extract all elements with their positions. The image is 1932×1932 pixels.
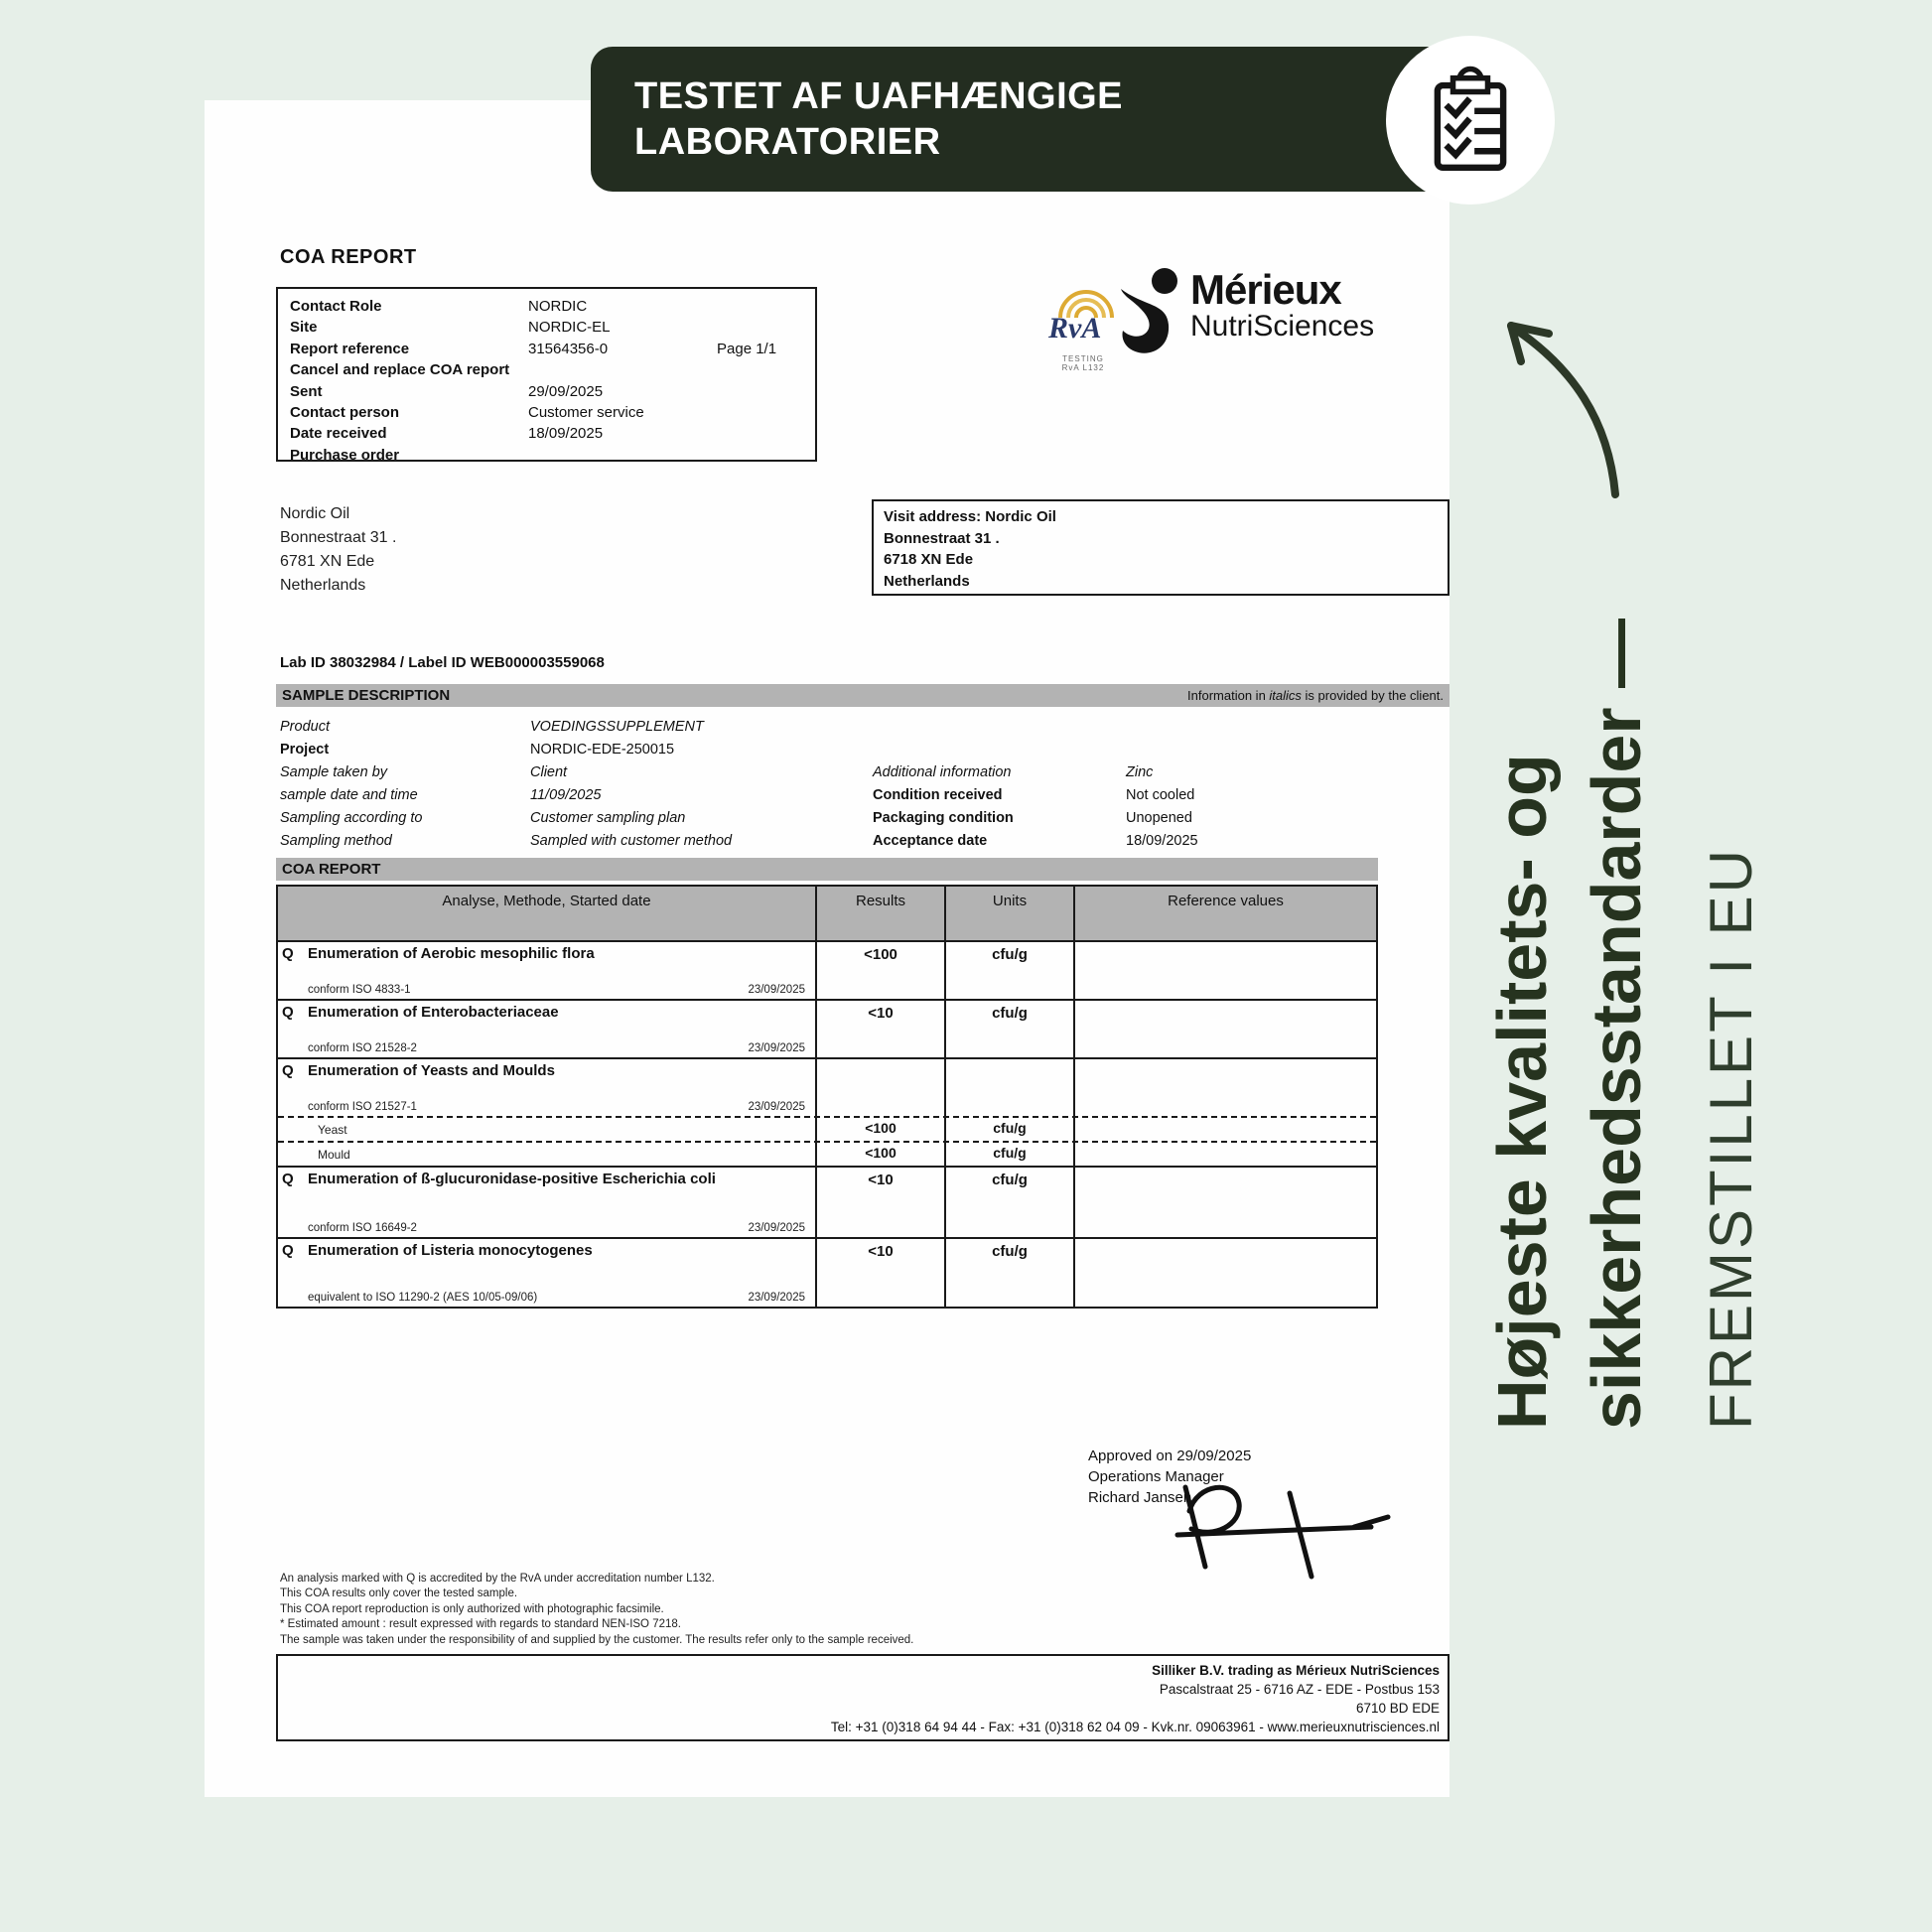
analysis-name: Enumeration of Yeasts and Moulds	[308, 1062, 555, 1079]
field-label: Sampling according to	[280, 810, 423, 826]
unit-cell: cfu/g	[944, 942, 1073, 999]
info-value: Customer service	[528, 404, 644, 422]
field-value: Customer sampling plan	[530, 810, 686, 826]
info-value	[528, 359, 717, 380]
field-row	[280, 739, 1449, 761]
table-body	[278, 942, 1376, 1307]
accreditation-flag: Q	[282, 1242, 294, 1259]
coa-document	[205, 100, 1449, 1797]
analysis-start-date: 23/09/2025	[748, 1042, 805, 1054]
side-claim-light-line: FREMSTILLET I EU	[1698, 846, 1764, 1430]
sample-description-title: SAMPLE DESCRIPTION	[282, 687, 451, 704]
footer-line: Pascalstraat 25 - 6716 AZ - EDE - Postbus 153	[1159, 1682, 1440, 1697]
field-label: Acceptance date	[873, 833, 988, 849]
info-label: Sent	[290, 382, 323, 400]
accreditation-flag: Q	[282, 1004, 294, 1021]
accreditation-flag: Q	[282, 1062, 294, 1079]
footnotes	[280, 1572, 913, 1648]
info-row	[290, 445, 803, 466]
analysis-name: Enumeration of Listeria monocytogenes	[308, 1242, 593, 1259]
footnote-line: This COA report reproduction is only authorized with photographic facsimile.	[280, 1602, 664, 1615]
sub-analysis-label: Yeast	[318, 1122, 347, 1137]
client-address	[280, 502, 396, 598]
info-label: Cancel and replace COA report	[290, 361, 510, 379]
footnote-line: * Estimated amount : result expressed with regards to standard NEN-ISO 7218.	[280, 1618, 681, 1631]
side-claim-bold-line2: sikkerhedsstandarder —	[1578, 618, 1655, 1430]
table-sub-row	[278, 1116, 1376, 1141]
reference-cell	[1073, 1143, 1376, 1166]
client-address-line: 6781 XN Ede	[280, 553, 375, 570]
table-row	[278, 1057, 1376, 1166]
analysis-name: Enumeration of Aerobic mesophilic flora	[308, 945, 595, 962]
field-value	[1126, 739, 1449, 761]
field-label	[873, 739, 1126, 761]
info-label: Purchase order	[290, 446, 400, 464]
result-cell: <100	[815, 942, 944, 999]
column-header-units: Units	[944, 887, 1073, 940]
client-address-line: Nordic Oil	[280, 505, 350, 522]
analysis-method: conform ISO 4833-1	[308, 984, 411, 996]
merieux-nutrisciences-logo	[1117, 267, 1415, 361]
field-label: Additional information	[873, 764, 1012, 780]
footnote-line: This COA results only cover the tested sample.	[280, 1587, 518, 1600]
field-value: 18/09/2025	[1126, 833, 1198, 849]
footer-line: Tel: +31 (0)318 64 94 44 - Fax: +31 (0)318 62 04 09 - Kvk.nr. 09063961 - www.merieuxnutrisciences.nl	[830, 1720, 1440, 1734]
info-extra: Page 1/1	[717, 340, 777, 357]
sub-analysis-label: Mould	[318, 1147, 350, 1162]
reference-cell	[1073, 1059, 1376, 1116]
analysis-start-date: 23/09/2025	[748, 1222, 805, 1234]
approval-line: Operations Manager	[1088, 1468, 1224, 1485]
result-cell: <10	[815, 1001, 944, 1057]
unit-cell	[944, 1059, 1073, 1116]
svg-text:RvA: RvA	[1048, 312, 1102, 345]
signature-scribble	[1128, 1465, 1416, 1594]
reference-cell	[1073, 1239, 1376, 1307]
lab-footer-box	[276, 1654, 1449, 1741]
side-claim-bold-line1: Højeste kvalitets- og	[1483, 754, 1561, 1430]
banner-line2: LABORATORIER	[634, 121, 941, 163]
field-label: Sampling method	[280, 833, 392, 849]
analysis-cell	[278, 1168, 815, 1237]
approval-line: Richard Jansen	[1088, 1489, 1192, 1506]
merieux-swoosh-icon	[1117, 267, 1188, 358]
visit-address-box	[872, 499, 1449, 596]
info-label: Site	[290, 319, 318, 337]
info-value: 31564356-0	[528, 340, 609, 357]
info-value: NORDIC	[528, 298, 588, 315]
info-row	[290, 423, 803, 444]
page-title: COA REPORT	[280, 246, 417, 268]
unit-cell: cfu/g	[944, 1143, 1073, 1166]
unit-cell: cfu/g	[944, 1239, 1073, 1307]
info-row	[290, 296, 803, 317]
analysis-start-date: 23/09/2025	[748, 984, 805, 996]
rva-caption-top: TESTING	[1062, 354, 1104, 363]
info-value: 18/09/2025	[528, 425, 604, 443]
analysis-method: conform ISO 21527-1	[308, 1101, 417, 1113]
info-label: Report reference	[290, 340, 410, 357]
unit-cell: cfu/g	[944, 1118, 1073, 1141]
table-header-row	[278, 887, 1376, 942]
result-cell	[815, 1059, 944, 1116]
field-label: Packaging condition	[873, 810, 1014, 826]
tested-banner	[591, 47, 1459, 192]
field-value: Zinc	[1126, 764, 1154, 780]
results-table	[276, 885, 1378, 1309]
info-value	[528, 445, 717, 466]
field-label: sample date and time	[280, 787, 418, 803]
curved-arrow-icon	[1481, 296, 1650, 509]
side-claim-text	[1475, 536, 1771, 1430]
reference-cell	[1073, 942, 1376, 999]
analysis-method: equivalent to ISO 11290-2 (AES 10/05-09/06)	[308, 1292, 538, 1304]
banner-line1: TESTET AF UAFHÆNGIGE	[634, 75, 1124, 117]
reference-cell	[1073, 1001, 1376, 1057]
unit-cell: cfu/g	[944, 1168, 1073, 1237]
info-value: NORDIC-EL	[528, 319, 611, 337]
visit-address-line: 6718 XN Ede	[884, 551, 974, 568]
merieux-logo-sub: NutriSciences	[1190, 310, 1375, 343]
info-row	[290, 402, 803, 423]
field-row	[280, 784, 1449, 807]
field-value: 11/09/2025	[530, 787, 602, 803]
column-header-reference: Reference values	[1073, 887, 1376, 940]
visit-address-line: Visit address: Nordic Oil	[884, 508, 1056, 525]
footnote-line: An analysis marked with Q is accredited by the RvA under accreditation number L132.	[280, 1573, 715, 1585]
italics-note: Information in italics is provided by the client.	[1187, 688, 1444, 703]
accreditation-flag: Q	[282, 945, 294, 962]
field-label: Condition received	[873, 787, 1003, 803]
accreditation-flag: Q	[282, 1171, 294, 1187]
field-value: Unopened	[1126, 810, 1192, 826]
result-cell: <100	[815, 1118, 944, 1141]
analysis-start-date: 23/09/2025	[748, 1101, 805, 1113]
info-row	[290, 339, 803, 359]
field-row	[280, 761, 1449, 784]
field-value: VOEDINGSSUPPLEMENT	[530, 719, 704, 735]
info-value: 29/09/2025	[528, 382, 604, 400]
column-header-results: Results	[815, 887, 944, 940]
field-label: Sample taken by	[280, 764, 388, 780]
rva-caption-bottom: RvA L132	[1061, 363, 1105, 372]
coa-report-bar: COA REPORT	[276, 858, 1378, 881]
analysis-method: conform ISO 16649-2	[308, 1222, 417, 1234]
table-row	[278, 1166, 1376, 1237]
table-row	[278, 1237, 1376, 1307]
field-value: NORDIC-EDE-250015	[530, 742, 675, 758]
merieux-logo-name: Mérieux	[1190, 266, 1341, 313]
column-header-analysis: Analyse, Methode, Started date	[442, 893, 651, 909]
reference-cell	[1073, 1168, 1376, 1237]
info-row	[290, 359, 803, 380]
table-row	[278, 942, 1376, 999]
field-label: Project	[280, 742, 330, 758]
visit-address-line: Bonnestraat 31 .	[884, 529, 1000, 547]
info-label: Date received	[290, 425, 387, 443]
footer-line: Silliker B.V. trading as Mérieux NutriSciences	[1152, 1663, 1440, 1678]
sample-description-bar	[276, 684, 1449, 707]
report-info-box	[276, 287, 817, 462]
analysis-cell	[278, 1001, 815, 1057]
field-label: Product	[280, 719, 330, 735]
field-value: Client	[530, 764, 568, 780]
analysis-name: Enumeration of ß-glucuronidase-positive Escherichia coli	[308, 1171, 716, 1187]
field-value	[1126, 716, 1449, 739]
result-cell: <10	[815, 1168, 944, 1237]
info-label: Contact person	[290, 404, 400, 422]
table-row	[278, 999, 1376, 1057]
sub-rows	[278, 1116, 1376, 1166]
info-row	[290, 317, 803, 338]
analysis-name: Enumeration of Enterobacteriaceae	[308, 1004, 559, 1021]
client-address-line: Bonnestraat 31 .	[280, 529, 397, 546]
lab-id-line: Lab ID 38032984 / Label ID WEB000003559068	[280, 654, 605, 671]
analysis-start-date: 23/09/2025	[748, 1292, 805, 1304]
sample-description-fields	[280, 716, 1449, 853]
field-row	[280, 830, 1449, 853]
analysis-cell	[278, 1059, 815, 1116]
badge-circle	[1386, 36, 1555, 205]
unit-cell: cfu/g	[944, 1001, 1073, 1057]
footnote-line: The sample was taken under the responsibility of and supplied by the customer. The results refer only to the sample received.	[280, 1633, 914, 1646]
result-cell: <100	[815, 1143, 944, 1166]
reference-cell	[1073, 1118, 1376, 1141]
clipboard-checklist-icon	[1425, 65, 1516, 176]
approval-line: Approved on 29/09/2025	[1088, 1448, 1252, 1464]
analysis-cell	[278, 942, 815, 999]
footer-line: 6710 BD EDE	[1355, 1701, 1440, 1716]
info-row	[290, 381, 803, 402]
field-row	[280, 716, 1449, 739]
table-sub-row	[278, 1141, 1376, 1166]
field-value: Sampled with customer method	[530, 833, 733, 849]
visit-address-line: Netherlands	[884, 572, 970, 590]
analysis-method: conform ISO 21528-2	[308, 1042, 417, 1054]
merieux-logo-text	[1190, 266, 1375, 343]
field-value: Not cooled	[1126, 787, 1195, 803]
info-label: Contact Role	[290, 298, 382, 315]
field-row	[280, 807, 1449, 830]
field-label	[873, 716, 1126, 739]
client-address-line: Netherlands	[280, 577, 366, 594]
result-cell: <10	[815, 1239, 944, 1307]
analysis-cell	[278, 1239, 815, 1307]
